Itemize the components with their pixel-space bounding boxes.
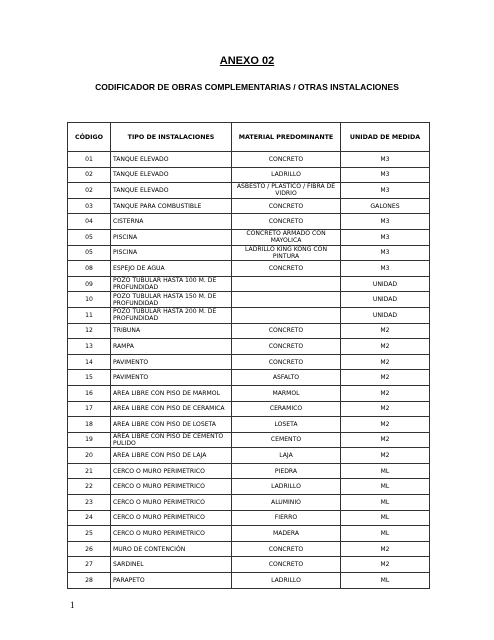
installation-type-cell: PARAPETO	[111, 573, 232, 589]
code-cell: 28	[68, 573, 111, 589]
installation-type-cell: AREA LIBRE CON PISO DE CERAMICA	[111, 401, 232, 417]
installation-type-cell: PISCINA	[111, 229, 232, 245]
material-cell: CERAMICO	[232, 401, 341, 417]
installation-type-cell: TRIBUNA	[111, 323, 232, 339]
code-cell: 08	[68, 261, 111, 277]
code-cell: 23	[68, 495, 111, 511]
installation-type-cell: CERCO O MURO PERIMETRICO	[111, 526, 232, 542]
installation-type-cell: AREA LIBRE CON PISO DE LOSETA	[111, 417, 232, 433]
code-cell: 14	[68, 354, 111, 370]
header-tipo-instalaciones: TIPO DE INSTALACIONES	[111, 123, 232, 152]
unit-cell: UNIDAD	[341, 276, 430, 292]
table-row	[68, 417, 430, 433]
table-row	[68, 495, 430, 511]
material-cell: CONCRETO ARMADO CON MAYOLICA	[232, 229, 341, 245]
installation-type-cell: CERCO O MURO PERIMETRICO	[111, 510, 232, 526]
unit-cell: GALONES	[341, 198, 430, 214]
code-cell: 25	[68, 526, 111, 542]
unit-cell: M2	[341, 541, 430, 557]
installation-type-cell: TANQUE ELEVADO	[111, 152, 232, 168]
material-cell: ASFALTO	[232, 370, 341, 386]
unit-cell: M2	[341, 385, 430, 401]
material-cell: LOSETA	[232, 417, 341, 433]
table-row	[68, 229, 430, 245]
unit-cell: M2	[341, 339, 430, 355]
unit-cell: ML	[341, 479, 430, 495]
table-row	[68, 557, 430, 573]
code-cell: 27	[68, 557, 111, 573]
table-row	[68, 323, 430, 339]
code-cell: 09	[68, 276, 111, 292]
installation-type-cell: PAVIMENTO	[111, 354, 232, 370]
installation-type-cell: POZO TUBULAR HASTA 100 M. DE PROFUNDIDAD	[111, 276, 232, 292]
unit-cell: M2	[341, 557, 430, 573]
material-cell: LADRILLO	[232, 479, 341, 495]
material-cell: PIEDRA	[232, 463, 341, 479]
material-cell: CONCRETO	[232, 198, 341, 214]
code-cell: 03	[68, 198, 111, 214]
table-row	[68, 526, 430, 542]
material-cell: ASBESTO / PLASTICO / FIBRA DE VIDRIO	[232, 183, 341, 199]
unit-cell: M3	[341, 183, 430, 199]
table-row	[68, 276, 430, 292]
code-cell: 15	[68, 370, 111, 386]
code-cell: 12	[68, 323, 111, 339]
installation-type-cell: POZO TUBULAR HASTA 200 M. DE PROFUNDIDAD	[111, 307, 232, 323]
code-cell: 18	[68, 417, 111, 433]
unit-cell: M2	[341, 370, 430, 386]
installation-type-cell: AREA LIBRE CON PISO DE MARMOL	[111, 385, 232, 401]
installation-type-cell: CERCO O MURO PERIMETRICO	[111, 495, 232, 511]
material-cell: CONCRETO	[232, 261, 341, 277]
unit-cell: ML	[341, 510, 430, 526]
unit-cell: M3	[341, 261, 430, 277]
code-cell: 16	[68, 385, 111, 401]
unit-cell: M3	[341, 152, 430, 168]
material-cell	[232, 276, 341, 292]
code-cell: 24	[68, 510, 111, 526]
unit-cell: M3	[341, 214, 430, 230]
code-cell: 20	[68, 448, 111, 464]
installation-type-cell: CISTERNA	[111, 214, 232, 230]
installation-type-cell: RAMPA	[111, 339, 232, 355]
material-cell: CONCRETO	[232, 323, 341, 339]
code-cell: 26	[68, 541, 111, 557]
table-row	[68, 214, 430, 230]
material-cell: CONCRETO	[232, 152, 341, 168]
code-cell: 01	[68, 152, 111, 168]
table-row	[68, 463, 430, 479]
code-cell: 11	[68, 307, 111, 323]
document-subtitle: CODIFICADOR DE OBRAS COMPLEMENTARIAS / OTRAS INSTALACIONES	[95, 82, 399, 92]
material-cell: MARMOL	[232, 385, 341, 401]
installation-type-cell: POZO TUBULAR HASTA 150 M. DE PROFUNDIDAD	[111, 292, 232, 308]
table-row	[68, 432, 430, 448]
unit-cell: ML	[341, 463, 430, 479]
table-row	[68, 292, 430, 308]
unit-cell: M3	[341, 167, 430, 183]
code-cell: 22	[68, 479, 111, 495]
code-cell: 13	[68, 339, 111, 355]
table-row	[68, 385, 430, 401]
code-cell: 02	[68, 183, 111, 199]
header-unidad-medida: UNIDAD DE MEDIDA	[341, 123, 430, 152]
material-cell	[232, 292, 341, 308]
material-cell: ALUMINIO	[232, 495, 341, 511]
code-cell: 02	[68, 167, 111, 183]
unit-cell: M3	[341, 245, 430, 261]
table-row	[68, 307, 430, 323]
installation-type-cell: TANQUE ELEVADO	[111, 183, 232, 199]
code-cell: 10	[68, 292, 111, 308]
installation-type-cell: MURO DE CONTENCIÓN	[111, 541, 232, 557]
table-row	[68, 448, 430, 464]
unit-cell: ML	[341, 526, 430, 542]
table-body	[68, 152, 430, 589]
code-cell: 17	[68, 401, 111, 417]
installations-table	[67, 122, 430, 589]
unit-cell: ML	[341, 573, 430, 589]
material-cell: CONCRETO	[232, 214, 341, 230]
unit-cell: M2	[341, 448, 430, 464]
header-material-predominante: MATERIAL PREDOMINANTE	[232, 123, 341, 152]
table-row	[68, 510, 430, 526]
table-row	[68, 198, 430, 214]
material-cell: LAJA	[232, 448, 341, 464]
material-cell: CONCRETO	[232, 339, 341, 355]
table-row	[68, 261, 430, 277]
material-cell: CONCRETO	[232, 557, 341, 573]
table-row	[68, 183, 430, 199]
material-cell: LADRILLO KING KONG CON PINTURA	[232, 245, 341, 261]
unit-cell: M2	[341, 401, 430, 417]
table-row	[68, 573, 430, 589]
unit-cell: M2	[341, 354, 430, 370]
installation-type-cell: AREA LIBRE CON PISO DE CEMENTO PULIDO	[111, 432, 232, 448]
code-cell: 21	[68, 463, 111, 479]
code-cell: 19	[68, 432, 111, 448]
table-row	[68, 401, 430, 417]
material-cell: CEMENTO	[232, 432, 341, 448]
table-header-row	[68, 123, 430, 152]
table-row	[68, 370, 430, 386]
table-row	[68, 167, 430, 183]
material-cell: FIERRO	[232, 510, 341, 526]
table-row	[68, 354, 430, 370]
unit-cell: M2	[341, 432, 430, 448]
unit-cell: ML	[341, 495, 430, 511]
installation-type-cell: SARDINEL	[111, 557, 232, 573]
table-row	[68, 479, 430, 495]
installation-type-cell: TANQUE ELEVADO	[111, 167, 232, 183]
code-cell: 05	[68, 245, 111, 261]
unit-cell: M2	[341, 323, 430, 339]
material-cell: CONCRETO	[232, 541, 341, 557]
code-cell: 05	[68, 229, 111, 245]
material-cell: LADRILLO	[232, 573, 341, 589]
unit-cell: M2	[341, 417, 430, 433]
installation-type-cell: PISCINA	[111, 245, 232, 261]
installation-type-cell: AREA LIBRE CON PISO DE LAJA	[111, 448, 232, 464]
installation-type-cell: ESPEJO DE AGUA	[111, 261, 232, 277]
installation-type-cell: PAVIMENTO	[111, 370, 232, 386]
installation-type-cell: CERCO O MURO PERIMETRICO	[111, 463, 232, 479]
table-row	[68, 541, 430, 557]
material-cell: MADERA	[232, 526, 341, 542]
header-codigo: CÓDIGO	[68, 123, 111, 152]
installation-type-cell: CERCO O MURO PERIMETRICO	[111, 479, 232, 495]
material-cell: CONCRETO	[232, 354, 341, 370]
table-row	[68, 339, 430, 355]
installation-type-cell: TANQUE PARA COMBUSTIBLE	[111, 198, 232, 214]
table-row	[68, 245, 430, 261]
unit-cell: UNIDAD	[341, 292, 430, 308]
code-cell: 04	[68, 214, 111, 230]
table-row	[68, 152, 430, 168]
document-title: ANEXO 02	[219, 55, 275, 67]
unit-cell: UNIDAD	[341, 307, 430, 323]
material-cell: LADRILLO	[232, 167, 341, 183]
page-number: 1	[70, 600, 75, 610]
unit-cell: M3	[341, 229, 430, 245]
material-cell	[232, 307, 341, 323]
